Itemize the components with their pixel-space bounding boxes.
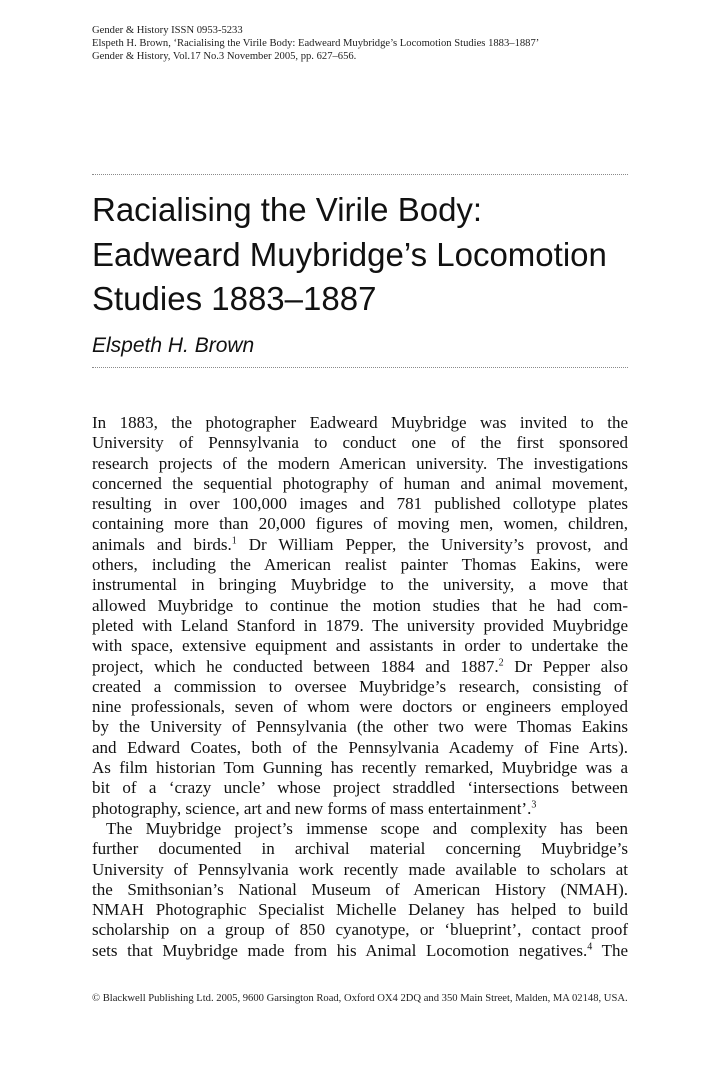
article-title-line: Racialising the Virile Body:: [92, 191, 483, 228]
body-text-line: [92, 677, 628, 697]
body-text-segment: the Smithsonian’s National Museum of American History (NMAH).: [92, 879, 628, 899]
body-text-line: [92, 535, 628, 555]
body-text-segment: pleted with Leland Stanford in 1879. The university provided Muybridge: [92, 615, 628, 635]
body-text-segment: University of Pennsylvania work recently made available to scholars at: [92, 859, 628, 879]
body-text-line: [92, 860, 628, 880]
body-text-segment: photography, science, art and new forms of mass entertainment’.: [92, 798, 532, 818]
body-text-line: [92, 920, 628, 940]
body-text-line: [92, 555, 628, 575]
body-text-line: [92, 636, 628, 656]
publisher-copyright: © Blackwell Publishing Ltd. 2005, 9600 Garsington Road, Oxford OX4 2DQ and 350 Main Street, Malden, MA 02148, USA.: [92, 993, 628, 1004]
body-text-segment: Dr William Pepper, the University’s provost, and: [236, 534, 629, 554]
body-text-line: [92, 575, 628, 595]
body-text-segment: research projects of the modern American university. The investigations: [92, 453, 628, 473]
body-text-segment: further documented in archival material concerning Muybridge’s: [92, 839, 628, 859]
article-title: [92, 188, 652, 322]
footnote-reference[interactable]: 2: [498, 656, 504, 668]
body-text-line: [92, 596, 628, 616]
body-text-segment: and Edward Coates, both of the Pennsylvania Academy of Fine Arts).: [92, 737, 628, 757]
body-text-segment: concerned the sequential photography of human and animal movement,: [92, 473, 628, 493]
body-text-segment: As film historian Tom Gunning has recently remarked, Muybridge was a: [92, 758, 628, 778]
body-text-segment: sets that Muybridge made from his Animal Locomotion negatives.: [92, 940, 588, 960]
body-text-line: [92, 778, 628, 798]
body-text-segment: NMAH Photographic Specialist Michelle Delaney has helped to build: [92, 900, 628, 920]
body-text-line: [92, 758, 628, 778]
article-title-line: Studies 1883–1887: [92, 280, 377, 317]
body-text-segment: resulting in over 100,000 images and 781 published collotype plates: [92, 494, 628, 514]
body-text-segment: animals and birds.: [92, 534, 232, 554]
body-text-segment: University of Pennsylvania to conduct one of the first sponsored: [92, 433, 628, 453]
body-text-line: [92, 819, 628, 839]
body-text-segment: scholarship on a group of 850 cyanotype, or ‘blueprint’, contact proof: [92, 920, 628, 940]
body-text-segment: with space, extensive equipment and assistants in order to undertake the: [92, 636, 628, 656]
journal-header: [92, 24, 632, 63]
body-text-line: [92, 738, 628, 758]
body-text-segment: created a commission to oversee Muybridge’s research, consisting of: [92, 676, 628, 696]
footnote-reference[interactable]: 3: [531, 798, 537, 810]
body-text-line: [92, 657, 628, 677]
article-body: [92, 413, 628, 961]
body-text-line: [92, 697, 628, 717]
body-text-segment: The: [592, 940, 628, 960]
body-text-segment: The Muybridge project’s immense scope and complexity has been: [106, 818, 628, 838]
body-text-segment: In 1883, the photographer Eadweard Muybridge was invited to the: [92, 413, 628, 432]
article-author: Elspeth H. Brown: [92, 334, 255, 357]
body-text-line: [92, 717, 628, 737]
body-text-line: [92, 880, 628, 900]
body-text-line: [92, 616, 628, 636]
body-text-line: [92, 514, 628, 534]
body-text-line: [92, 900, 628, 920]
body-text-segment: Dr Pepper also: [503, 656, 628, 676]
title-bottom-divider: [92, 367, 628, 368]
body-text-segment: others, including the American realist painter Thomas Eakins, were: [92, 555, 628, 575]
body-text-line: [92, 941, 628, 961]
article-citation: Elspeth H. Brown, ‘Racialising the Virile Body: Eadweard Muybridge’s Locomotion Studies 1883–1887’: [92, 38, 540, 49]
body-text-line: [92, 839, 628, 859]
footnote-reference[interactable]: 1: [231, 535, 237, 547]
body-text-segment: containing more than 20,000 figures of moving men, women, children,: [92, 514, 628, 534]
body-text-segment: instrumental in bringing Muybridge to the university, a move that: [92, 575, 628, 595]
body-text-segment: project, which he conducted between 1884 and 1887.: [92, 656, 499, 676]
journal-volume: Gender & History, Vol.17 No.3 November 2005, pp. 627–656.: [92, 51, 357, 62]
body-text-line: [92, 433, 628, 453]
footnote-reference[interactable]: 4: [587, 941, 593, 953]
title-top-divider: [92, 174, 628, 175]
journal-issn: Gender & History ISSN 0953-5233: [92, 25, 243, 36]
body-text-line: [92, 494, 628, 514]
body-text-segment: allowed Muybridge to continue the motion studies that he had com-: [92, 595, 628, 615]
article-title-line: Eadweard Muybridge’s Locomotion: [92, 235, 607, 273]
body-text-segment: by the University of Pennsylvania (the other two were Thomas Eakins: [92, 717, 628, 737]
body-text-line: [92, 474, 628, 494]
body-text-line: [92, 413, 628, 433]
body-text-segment: nine professionals, seven of whom were doctors or engineers employed: [92, 697, 628, 717]
body-text-segment: bit of a ‘crazy uncle’ whose project straddled ‘intersections between: [92, 778, 628, 798]
body-text-line: [92, 454, 628, 474]
body-text-line: [92, 799, 628, 819]
